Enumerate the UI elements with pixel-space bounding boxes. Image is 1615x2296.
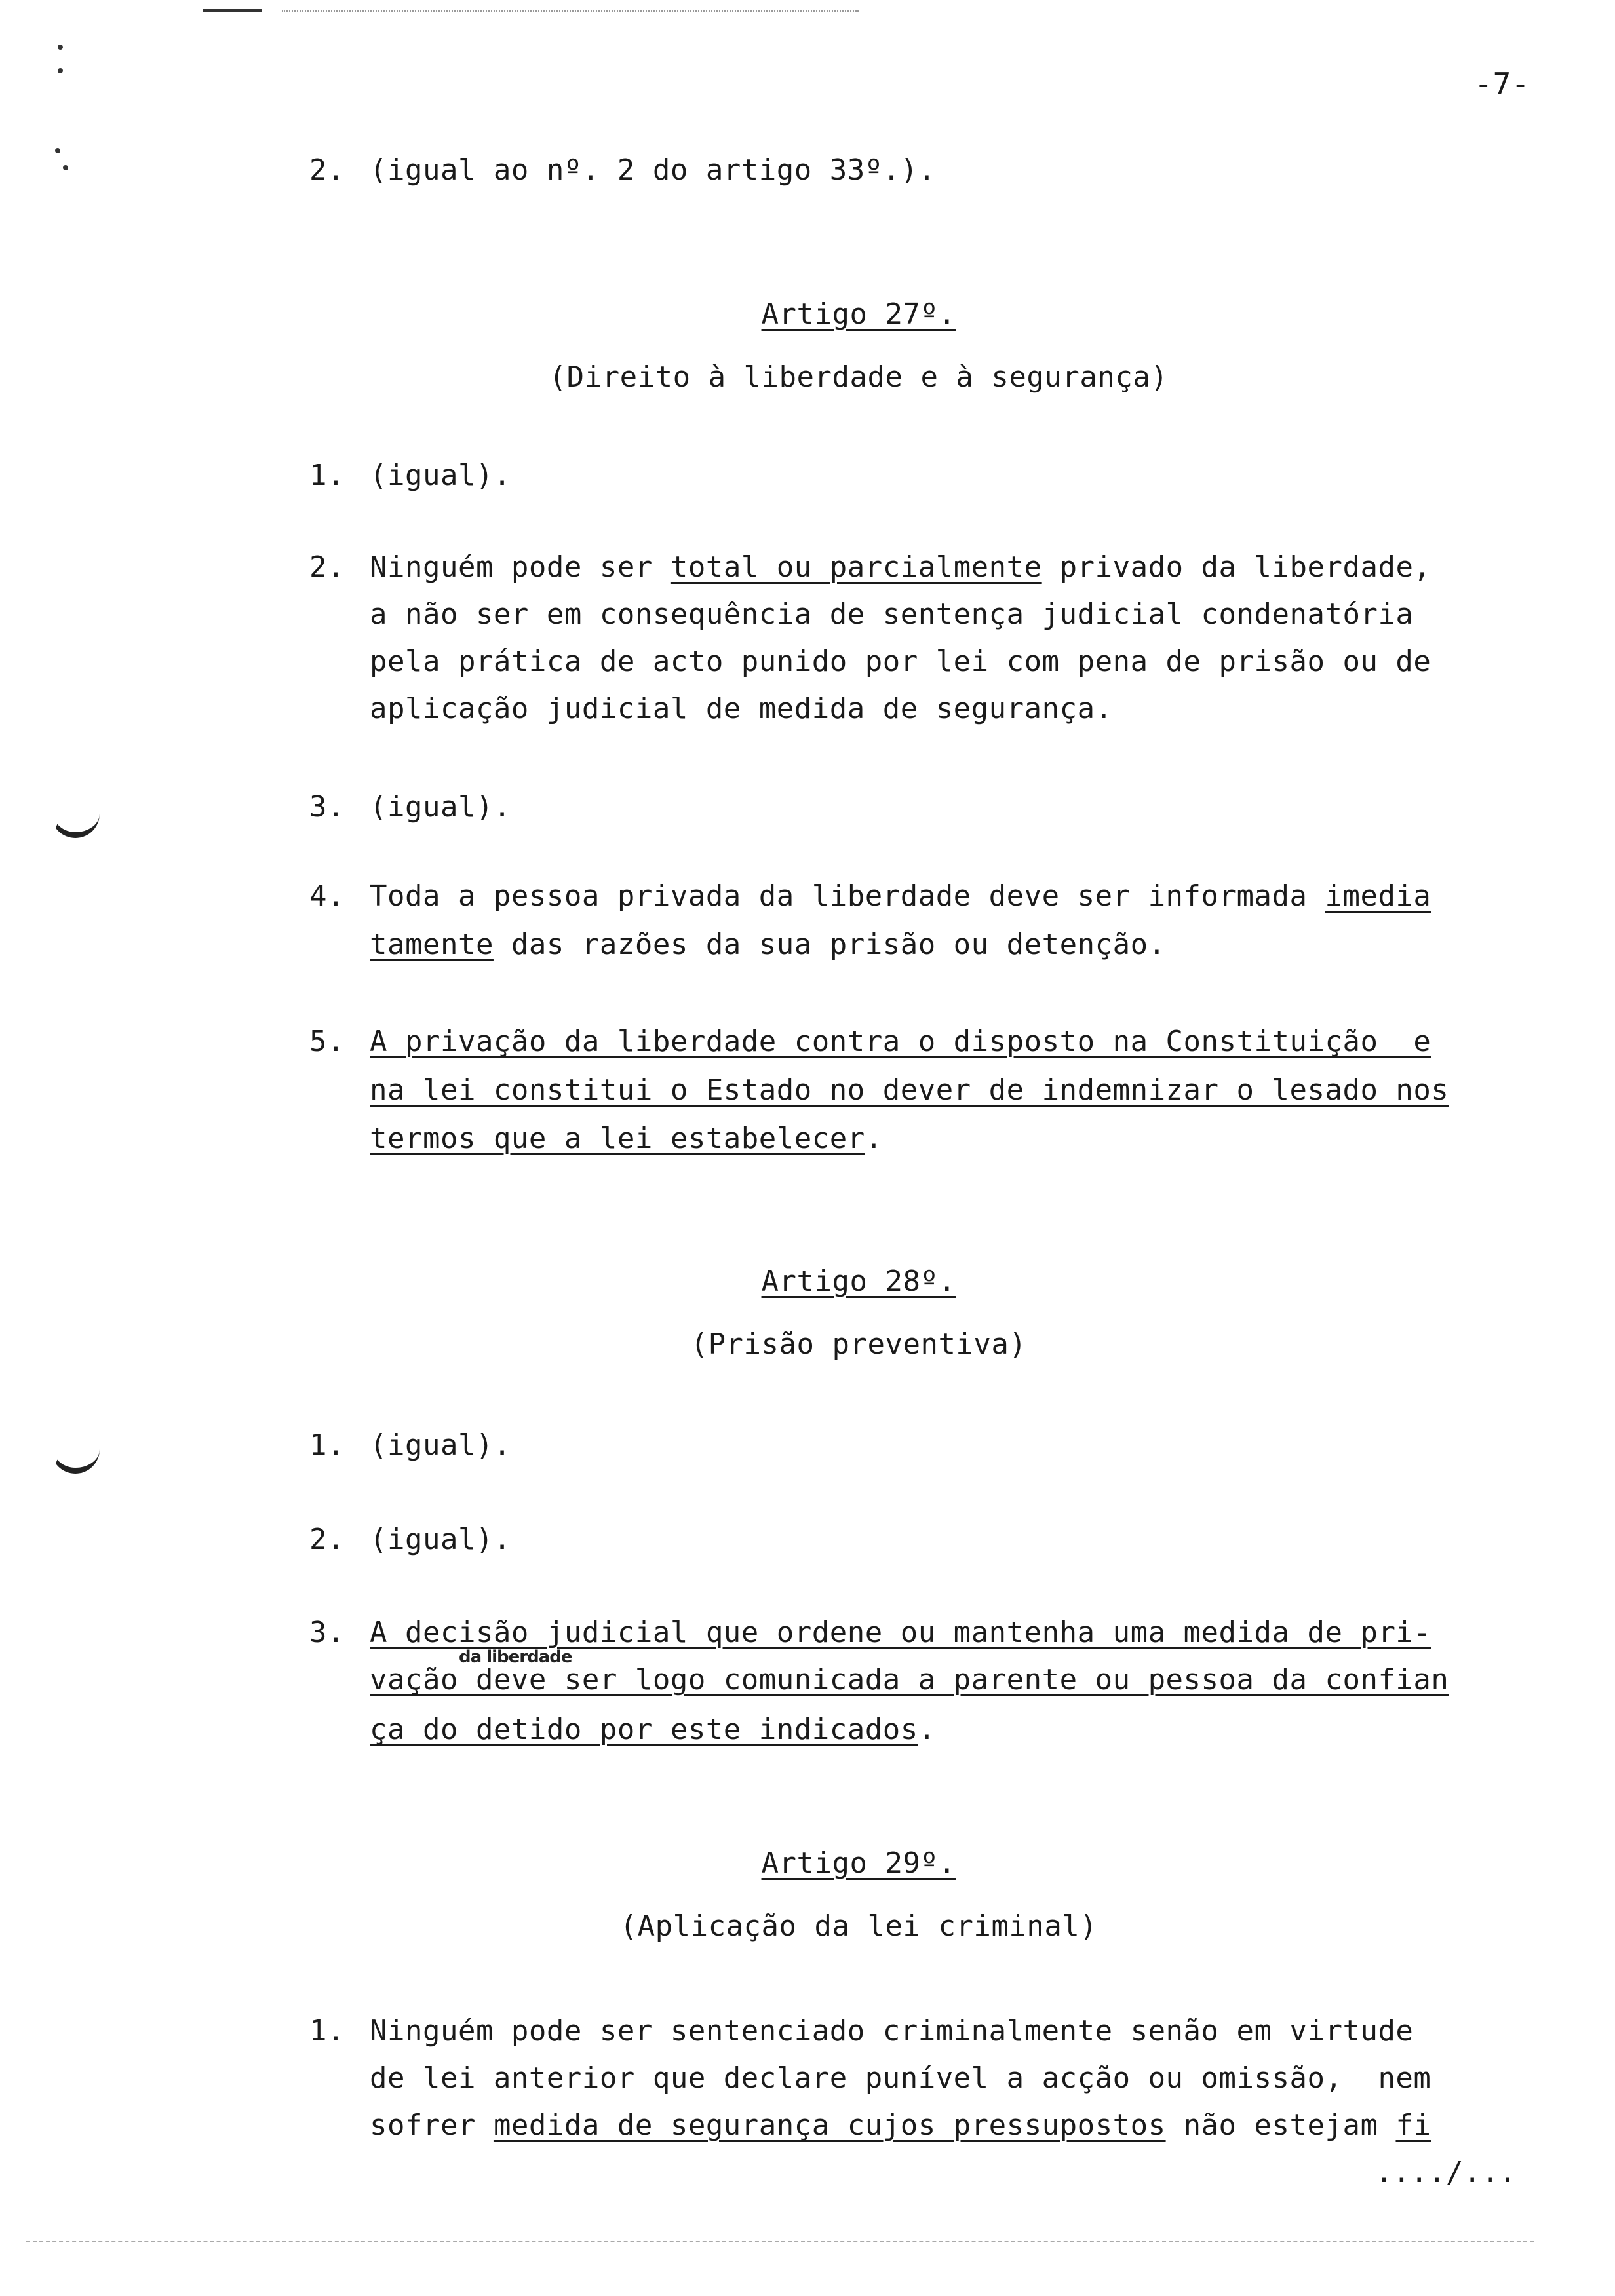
punch-dot bbox=[58, 68, 63, 73]
punch-dot bbox=[58, 45, 63, 50]
article-27-title: Artigo 27º. bbox=[761, 297, 956, 331]
punch-dot bbox=[63, 165, 68, 170]
article-27-item-4-line-2: tamente das razões da sua prisão ou detenção. bbox=[370, 928, 1166, 961]
article-28-item-3-line-2: vação deve ser logo comunicada a parente ou pessoa da confian bbox=[370, 1663, 1449, 1696]
punch-dot bbox=[55, 148, 60, 153]
article-27-item-3: 3. (igual). bbox=[309, 790, 511, 824]
article-28-title: Artigo 28º. bbox=[761, 1265, 956, 1298]
article-28-item-2: 2. (igual). bbox=[309, 1523, 511, 1556]
page-number: -7- bbox=[1474, 66, 1530, 102]
article-27-subtitle: (Direito à liberdade e à segurança) bbox=[549, 360, 1169, 394]
intro-item bbox=[309, 147, 936, 194]
item-text: (igual ao nº. 2 do artigo 33º.). bbox=[370, 153, 936, 187]
article-27-item-2-line-3: pela prática de acto punido por lei com pena de prisão ou de bbox=[370, 645, 1431, 678]
article-27-item-2-line-2: a não ser em consequência de sentença judicial condenatória bbox=[370, 598, 1414, 631]
margin-check-mark bbox=[51, 1442, 100, 1474]
article-28-subtitle: (Prisão preventiva) bbox=[690, 1328, 1027, 1361]
article-29-item-1-line-2: de lei anterior que declare punível a acção ou omissão, nem bbox=[370, 2061, 1431, 2095]
margin-check-mark bbox=[51, 806, 100, 838]
article-27-item-2-line-4: aplicação judicial de medida de segurança. bbox=[370, 692, 1113, 725]
article-29-item-1: 1. Ninguém pode ser sentenciado criminalmente senão em virtude bbox=[309, 2014, 1414, 2048]
continuation-mark: ..../... bbox=[1375, 2156, 1517, 2189]
article-27-item-2: 2. Ninguém pode ser total ou parcialmente privado da liberdade, bbox=[309, 550, 1431, 584]
article-27-item-4: 4. Toda a pessoa privada da liberdade deve ser informada imedia bbox=[309, 879, 1431, 913]
scan-artifact-top-dotted bbox=[282, 10, 859, 13]
item-number: 2. bbox=[309, 153, 345, 187]
article-28-item-3: 3. A decisão judicial que ordene ou mantenha uma medida de pri- bbox=[309, 1616, 1431, 1649]
scan-artifact-bottom bbox=[26, 2241, 1534, 2244]
article-28-item-3-line-3: ça do detido por este indicados. bbox=[370, 1713, 936, 1746]
article-28-item-1: 1. (igual). bbox=[309, 1428, 511, 1462]
scan-artifact-top bbox=[203, 9, 262, 12]
article-29-subtitle: (Aplicação da lei criminal) bbox=[619, 1909, 1098, 1943]
article-27-item-5-line-2: na lei constitui o Estado no dever de indemnizar o lesado nos bbox=[370, 1073, 1449, 1107]
article-27-item-5-line-3: termos que a lei estabelecer. bbox=[370, 1122, 883, 1155]
article-29-item-1-line-3: sofrer medida de segurança cujos pressupostos não estejam fi bbox=[370, 2109, 1431, 2142]
article-29-title: Artigo 29º. bbox=[761, 1846, 956, 1880]
article-27-item-5: 5. A privação da liberdade contra o disposto na Constituição e bbox=[309, 1025, 1431, 1058]
handwritten-annotation: da liberdade bbox=[459, 1647, 572, 1667]
article-27-item-1: 1. (igual). bbox=[309, 459, 511, 492]
